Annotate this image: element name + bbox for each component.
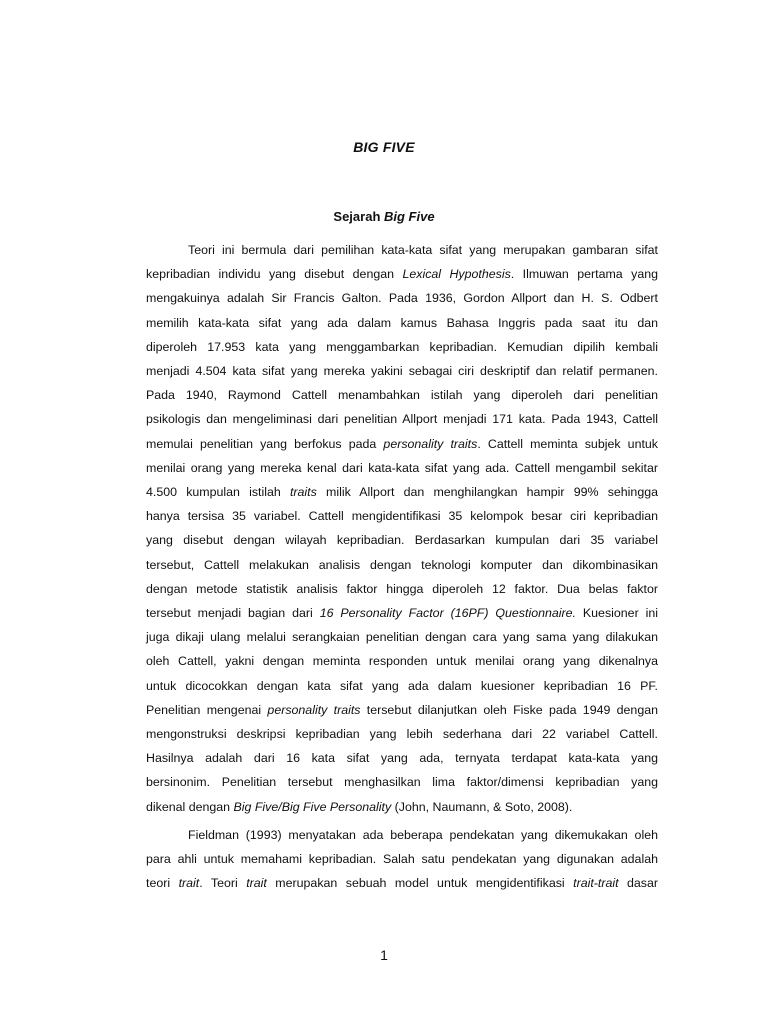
text-run: menjadi 4.504 kata sifat yang mereka yakini sebagai ciri deskriptif dan relatif permanen.	[146, 364, 658, 379]
text-line	[146, 746, 658, 770]
text-line	[146, 432, 658, 456]
text-line	[146, 383, 658, 407]
text-run: Fieldman (1993) menyatakan ada beberapa pendekatan yang dikemukakan oleh	[188, 827, 658, 842]
text-line	[146, 504, 658, 528]
paragraph	[146, 238, 658, 819]
text-line	[146, 480, 658, 504]
text-run: bersinonim. Penelitian tersebut menghasilkan lima faktor/dimensi kepribadian yang	[146, 775, 658, 790]
page-number: 1	[380, 947, 388, 963]
text-run: para ahli untuk memahami kepribadian. Salah satu pendekatan yang digunakan adalah	[146, 852, 658, 867]
text-line	[146, 286, 658, 310]
text-run: dikenal dengan	[146, 799, 234, 814]
text-run: 4.500 kumpulan istilah	[146, 485, 290, 500]
text-run: kepribadian individu yang disebut dengan	[146, 267, 403, 282]
text-line	[146, 335, 658, 359]
italic-term: personality traits	[383, 436, 478, 451]
text-run: dasar	[618, 876, 659, 891]
text-run: merupakan sebuah model untuk mengidentifikasi	[266, 876, 574, 891]
section-heading-prefix: Sejarah	[333, 209, 384, 224]
text-line	[146, 674, 658, 698]
italic-term: Big Five/Big Five Personality	[233, 799, 392, 814]
section-heading	[0, 209, 768, 224]
text-line	[146, 456, 658, 480]
text-run: mengonstruksi deskripsi kepribadian yang lebih sederhana dari 22 variabel Cattell.	[146, 727, 658, 742]
text-line	[146, 311, 658, 335]
text-line	[146, 722, 658, 746]
text-line	[146, 407, 658, 431]
italic-term: personality traits	[267, 702, 361, 717]
text-run: tersebut menjadi bagian dari	[146, 606, 320, 621]
text-line	[146, 577, 658, 601]
text-run: . Cattell meminta subjek untuk	[477, 436, 658, 451]
text-run: tersebut dilanjutkan oleh Fiske pada 1949 dengan	[360, 702, 658, 717]
text-run: Kuesioner ini	[575, 606, 658, 621]
text-line	[146, 528, 658, 552]
text-run: Pada 1940, Raymond Cattell menambahkan istilah yang diperoleh dari penelitian	[146, 388, 658, 403]
text-run: oleh Cattell, yakni dengan meminta responden untuk menilai orang yang dikenalnya	[146, 654, 658, 669]
text-run: untuk dicocokkan dengan kata sifat yang ada dalam kuesioner kepribadian 16 PF.	[146, 678, 658, 693]
text-line	[146, 795, 658, 819]
text-line	[146, 601, 658, 625]
italic-term: 16 Personality Factor (16PF) Questionnaire.	[319, 606, 576, 621]
text-run: . Teori	[199, 876, 247, 891]
body-text	[146, 238, 658, 895]
section-heading-italic: Big Five	[384, 209, 435, 224]
text-line	[146, 649, 658, 673]
text-run: Penelitian mengenai	[146, 702, 268, 717]
text-line	[146, 770, 658, 794]
paragraph	[146, 823, 658, 896]
italic-term: traits	[289, 485, 317, 500]
text-run: Hasilnya adalah dari 16 kata sifat yang ada, ternyata terdapat kata-kata yang	[146, 751, 658, 766]
italic-term: trait-trait	[573, 876, 619, 891]
text-run: dengan metode statistik analisis faktor hingga diperoleh 12 faktor. Dua belas faktor	[146, 581, 658, 596]
text-line	[146, 553, 658, 577]
italic-term: Lexical Hypothesis	[402, 267, 511, 282]
text-run: Teori ini bermula dari pemilihan kata-kata sifat yang merupakan gambaran sifat	[188, 243, 658, 257]
text-line	[146, 359, 658, 383]
document-title: BIG FIVE	[353, 139, 415, 155]
text-line	[146, 238, 658, 262]
text-run: (John, Naumann, & Soto, 2008).	[391, 799, 573, 814]
text-run: milik Allport dan menghilangkan hampir 99% sehingga	[316, 485, 658, 500]
italic-term: trait	[246, 876, 267, 891]
text-line	[146, 698, 658, 722]
text-run: diperoleh 17.953 kata yang menggambarkan kepribadian. Kemudian dipilih kembali	[146, 339, 658, 354]
text-run: mengakuinya adalah Sir Francis Galton. Pada 1936, Gordon Allport dan H. S. Odbert	[146, 291, 658, 306]
text-run: teori	[146, 876, 179, 891]
text-run: . Ilmuwan pertama yang	[510, 267, 659, 282]
text-run: tersebut, Cattell melakukan analisis dengan teknologi komputer dan dikombinasikan	[146, 557, 658, 572]
text-line	[146, 847, 658, 871]
text-line	[146, 823, 658, 847]
text-run: psikologis dan mengeliminasi dari penelitian Allport menjadi 171 kata. Pada 1943, Cattell	[146, 412, 658, 427]
text-run: memilih kata-kata sifat yang ada dalam kamus Bahasa Inggris pada saat itu dan	[146, 315, 658, 330]
text-line	[146, 625, 658, 649]
text-run: hanya tersisa 35 variabel. Cattell mengidentifikasi 35 kelompok besar ciri kepribadian	[146, 509, 658, 524]
text-run: juga dikaji ulang melalui serangkaian penelitian dengan cara yang sama yang dilakukan	[146, 630, 658, 645]
italic-term: trait	[178, 876, 200, 891]
text-run: memulai penelitian yang berfokus pada	[146, 436, 384, 451]
text-line	[146, 871, 658, 895]
text-run: yang disebut dengan wilayah kepribadian. Berdasarkan kumpulan dari 35 variabel	[146, 533, 658, 548]
text-line	[146, 262, 658, 286]
text-run: menilai orang yang mereka kenal dari kata-kata sifat yang ada. Cattell mengambil sekitar	[146, 460, 658, 475]
